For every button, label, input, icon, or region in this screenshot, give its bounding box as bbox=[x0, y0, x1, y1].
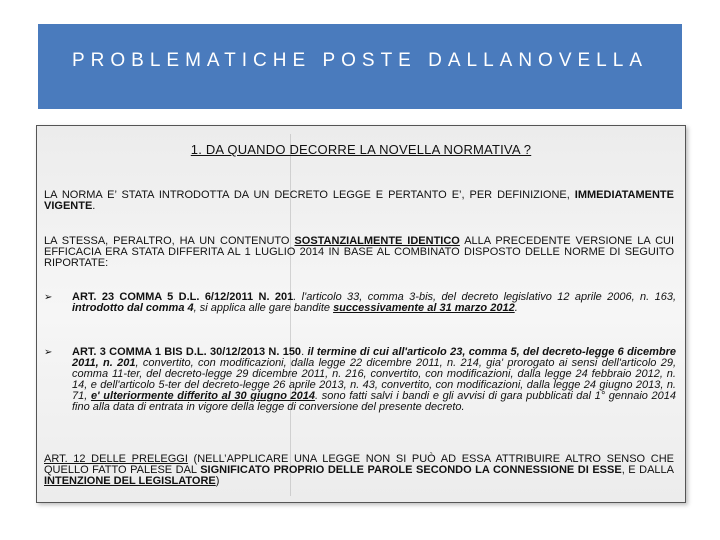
text-run-italic: . bbox=[514, 302, 518, 314]
text-run-bold-underlined: successivamente al 31 marzo 2012 bbox=[333, 302, 515, 314]
text-run: , E DALLA bbox=[621, 464, 675, 476]
arrow-bullet-icon: ➢ bbox=[44, 292, 53, 303]
list-item bbox=[44, 347, 676, 413]
paragraph-norm-introduction bbox=[44, 190, 674, 212]
text-run: LA NORMA E’ STATA INTRODOTTA DA UN DECRETO LEGGE E PERTANTO E’, PER DEFINIZIONE, bbox=[44, 189, 575, 201]
article-reference: ART. 3 COMMA 1 BIS D.L. 30/12/2013 N. 150 bbox=[72, 346, 302, 358]
section-heading: 1. DA QUANDO DECORRE LA NOVELLA NORMATIVA ? bbox=[190, 142, 532, 157]
text-run-bold-underlined: INTENZIONE DEL LEGISLATORE bbox=[44, 475, 216, 487]
text-run-bold-underlined: SOSTANZIALMENTE IDENTICO bbox=[294, 235, 460, 247]
text-run: . bbox=[301, 346, 308, 358]
text-run-bold: SIGNIFICATO PROPRIO DELLE PAROLE SECONDO LA CONNESSIONE DI ESSE bbox=[200, 464, 622, 476]
page-title: PROBLEMATICHE POSTE DALLANOVELLA bbox=[72, 49, 648, 71]
text-run-italic: , convertito, con modificazioni, dalla legge 22 dicembre 2011, n. 214, gia' prorogato ai sensi dell'articolo 29, comma 11-ter, del decreto-legge 29 dicembre 2011, n. 216, convertito, con modificazioni, dalla legge 24 febbraio 2012, n. 14, e dell'articolo 5-ter del decreto-legge 26 aprile 2013, n. 43, convertito, con modificazioni, dalla legge 24 giugno 2013, n. 71, bbox=[72, 357, 677, 402]
text-run-underlined: ART. 12 DELLE PRELEGGI bbox=[44, 453, 188, 465]
text-run-bold-italic: introdotto dal comma 4 bbox=[72, 302, 194, 314]
text-run: LA STESSA, PERALTRO, HA UN CONTENUTO bbox=[44, 235, 295, 247]
text-run-italic: . l'articolo 33, comma 3-bis, del decreto legislativo 12 aprile 2006, n. 163, bbox=[293, 291, 676, 303]
text-run: ALLA PRECEDENTE VERSIONE LA CUI EFFICACIA ERA STATA DIFFERITA AL 1 LUGLIO 2014 IN BASE AL COMBINATO DISPOSTO DELLE NORME DI SEGUITO RIPORTATE: bbox=[44, 235, 675, 269]
text-run-bold-italic: il termine di cui all'articolo 23, comma 5, del decreto-legge 6 dicembre 2011, n. 201 bbox=[72, 346, 676, 369]
text-run-bold-underlined: e' ulteriormente differito al 30 giugno 2014 bbox=[90, 390, 316, 402]
text-run-italic: , si applica alle gare bandite bbox=[193, 302, 334, 314]
text-run: ) bbox=[215, 475, 220, 487]
content-panel bbox=[36, 125, 686, 503]
paragraph-content-identical bbox=[44, 236, 674, 269]
title-banner bbox=[38, 24, 682, 109]
list-item bbox=[44, 292, 676, 314]
text-run-italic: . sono fatti salvi i bandi e gli avvisi di gara pubblicati dal 1° gennaio 2014 fino alla data di entrata in vigore della legge di conversione del presente decreto. bbox=[72, 390, 677, 413]
arrow-bullet-icon: ➢ bbox=[44, 347, 53, 358]
list-item-text bbox=[72, 292, 676, 314]
article-reference: ART. 23 COMMA 5 D.L. 6/12/2011 N. 201 bbox=[72, 291, 294, 303]
text-run: (NELL’APPLICARE UNA LEGGE NON SI PUÒ AD ESSA ATTRIBUIRE ALTRO SENSO CHE QUELLO FATTO PALESE DAL bbox=[44, 453, 674, 476]
text-run-bold: IMMEDIATAMENTE VIGENTE bbox=[44, 189, 674, 212]
list-item-text bbox=[72, 347, 676, 413]
text-run: . bbox=[92, 200, 96, 212]
paragraph-preleggi bbox=[44, 454, 674, 487]
